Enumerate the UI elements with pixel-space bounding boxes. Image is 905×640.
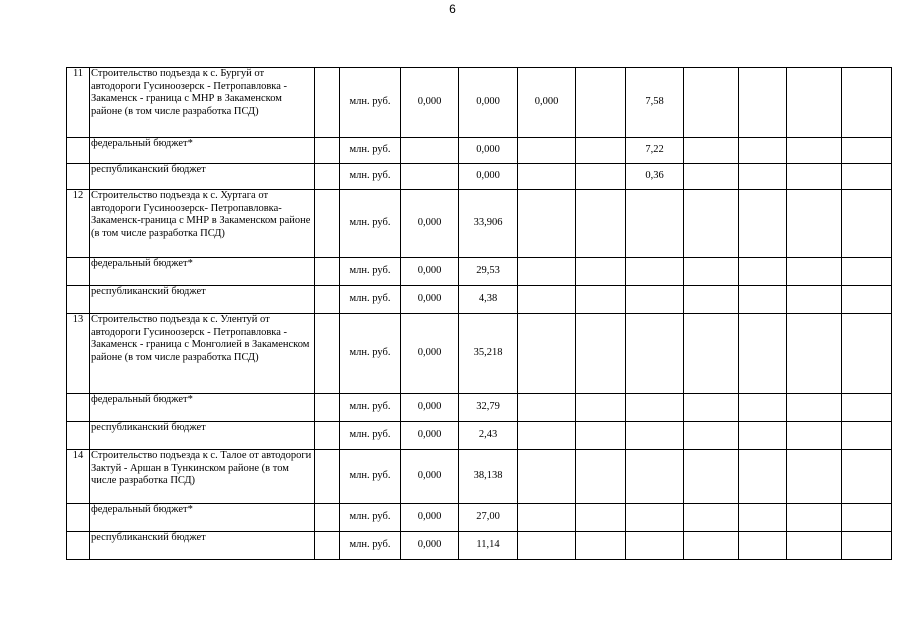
value-cell (626, 422, 684, 450)
blank-cell (842, 450, 892, 504)
value-cell (576, 504, 626, 532)
value-cell (401, 164, 459, 190)
value-cell (684, 422, 739, 450)
value-cell: 0,000 (459, 164, 518, 190)
value-cell: 0,000 (401, 190, 459, 258)
value-cell: 0,000 (401, 286, 459, 314)
blank-cell (315, 314, 340, 394)
value-cell (739, 286, 787, 314)
value-cell (684, 394, 739, 422)
value-cell (787, 450, 842, 504)
row-name: Строительство подъезда к с. Улентуй от автодороги Гусиноозерск - Петропавловка - Закаменск - граница с Монголией в Закаменском районе (в том числе разработка ПСД) (90, 314, 315, 394)
value-cell (518, 314, 576, 394)
value-cell (739, 450, 787, 504)
value-cell (626, 258, 684, 286)
value-cell (787, 258, 842, 286)
blank-cell (842, 138, 892, 164)
blank-cell (315, 422, 340, 450)
row-name: республиканский бюджет (90, 286, 315, 314)
value-cell (576, 532, 626, 560)
value-cell (518, 190, 576, 258)
row-name: Строительство подъезда к с. Талое от автодороги Зактуй - Аршан в Тункинском районе (в том числе разработка ПСД) (90, 450, 315, 504)
table-row (67, 422, 892, 450)
value-cell (787, 504, 842, 532)
value-cell: 35,218 (459, 314, 518, 394)
table-row (67, 68, 892, 138)
value-cell: 7,22 (626, 138, 684, 164)
row-number (67, 286, 90, 314)
blank-cell (315, 532, 340, 560)
blank-cell (842, 532, 892, 560)
table-row (67, 138, 892, 164)
value-cell (576, 190, 626, 258)
table-row (67, 532, 892, 560)
value-cell (787, 394, 842, 422)
value-cell (518, 258, 576, 286)
value-cell (518, 394, 576, 422)
value-cell: 4,38 (459, 286, 518, 314)
blank-cell (842, 394, 892, 422)
value-cell (787, 164, 842, 190)
value-cell: 29,53 (459, 258, 518, 286)
value-cell: 0,000 (518, 68, 576, 138)
value-cell (626, 314, 684, 394)
blank-cell (842, 190, 892, 258)
blank-cell (315, 190, 340, 258)
row-number (67, 422, 90, 450)
value-cell (518, 164, 576, 190)
blank-cell (842, 504, 892, 532)
unit-cell: млн. руб. (340, 138, 401, 164)
value-cell: 2,43 (459, 422, 518, 450)
blank-cell (315, 504, 340, 532)
row-name: федеральный бюджет* (90, 504, 315, 532)
row-name: республиканский бюджет (90, 532, 315, 560)
value-cell (787, 532, 842, 560)
value-cell (576, 450, 626, 504)
blank-cell (842, 164, 892, 190)
unit-cell: млн. руб. (340, 286, 401, 314)
row-name: федеральный бюджет* (90, 394, 315, 422)
blank-cell (315, 450, 340, 504)
value-cell (626, 286, 684, 314)
unit-cell: млн. руб. (340, 532, 401, 560)
value-cell (684, 504, 739, 532)
value-cell (576, 258, 626, 286)
value-cell (518, 286, 576, 314)
value-cell: 0,000 (401, 314, 459, 394)
unit-cell: млн. руб. (340, 422, 401, 450)
value-cell (518, 532, 576, 560)
unit-cell: млн. руб. (340, 504, 401, 532)
value-cell (787, 314, 842, 394)
unit-cell: млн. руб. (340, 258, 401, 286)
blank-cell (315, 164, 340, 190)
blank-cell (315, 138, 340, 164)
blank-cell (842, 422, 892, 450)
value-cell (576, 286, 626, 314)
value-cell (739, 394, 787, 422)
value-cell (739, 190, 787, 258)
value-cell (684, 190, 739, 258)
row-number (67, 394, 90, 422)
table-row (67, 314, 892, 394)
table-row (67, 450, 892, 504)
unit-cell: млн. руб. (340, 394, 401, 422)
value-cell (787, 138, 842, 164)
value-cell: 33,906 (459, 190, 518, 258)
blank-cell (842, 286, 892, 314)
row-number: 11 (67, 68, 90, 138)
unit-cell: млн. руб. (340, 314, 401, 394)
row-number: 12 (67, 190, 90, 258)
row-number (67, 164, 90, 190)
value-cell (739, 138, 787, 164)
value-cell (739, 164, 787, 190)
blank-cell (842, 258, 892, 286)
value-cell: 27,00 (459, 504, 518, 532)
value-cell (684, 138, 739, 164)
value-cell (576, 68, 626, 138)
value-cell (626, 190, 684, 258)
blank-cell (315, 258, 340, 286)
value-cell (684, 258, 739, 286)
table-row (67, 286, 892, 314)
value-cell (626, 394, 684, 422)
value-cell (684, 450, 739, 504)
unit-cell: млн. руб. (340, 68, 401, 138)
value-cell (576, 138, 626, 164)
value-cell: 0,000 (401, 422, 459, 450)
value-cell (684, 68, 739, 138)
value-cell (518, 138, 576, 164)
value-cell (576, 314, 626, 394)
row-number: 14 (67, 450, 90, 504)
value-cell (576, 394, 626, 422)
table-body (67, 68, 892, 560)
value-cell: 32,79 (459, 394, 518, 422)
row-number (67, 532, 90, 560)
value-cell (684, 532, 739, 560)
table-row (67, 190, 892, 258)
unit-cell: млн. руб. (340, 164, 401, 190)
row-name: республиканский бюджет (90, 422, 315, 450)
value-cell (518, 450, 576, 504)
value-cell: 0,000 (401, 532, 459, 560)
blank-cell (315, 286, 340, 314)
table-row (67, 504, 892, 532)
value-cell (739, 258, 787, 286)
value-cell (684, 286, 739, 314)
value-cell (401, 138, 459, 164)
value-cell (739, 314, 787, 394)
value-cell: 0,000 (401, 258, 459, 286)
row-name: федеральный бюджет* (90, 258, 315, 286)
value-cell (626, 504, 684, 532)
value-cell: 7,58 (626, 68, 684, 138)
value-cell: 0,36 (626, 164, 684, 190)
value-cell (787, 190, 842, 258)
value-cell: 0,000 (401, 68, 459, 138)
unit-cell: млн. руб. (340, 190, 401, 258)
value-cell: 0,000 (459, 138, 518, 164)
value-cell: 38,138 (459, 450, 518, 504)
table-row (67, 164, 892, 190)
value-cell: 0,000 (401, 450, 459, 504)
value-cell (626, 532, 684, 560)
value-cell: 0,000 (401, 394, 459, 422)
value-cell (787, 68, 842, 138)
value-cell (684, 314, 739, 394)
value-cell (576, 422, 626, 450)
value-cell (739, 532, 787, 560)
value-cell (626, 450, 684, 504)
value-cell (518, 504, 576, 532)
value-cell (739, 422, 787, 450)
value-cell: 0,000 (401, 504, 459, 532)
row-number (67, 504, 90, 532)
value-cell: 0,000 (459, 68, 518, 138)
value-cell (684, 164, 739, 190)
row-name: федеральный бюджет* (90, 138, 315, 164)
budget-table (66, 67, 892, 560)
unit-cell: млн. руб. (340, 450, 401, 504)
value-cell (739, 68, 787, 138)
blank-cell (842, 314, 892, 394)
page-number: 6 (449, 2, 456, 16)
value-cell (787, 422, 842, 450)
blank-cell (315, 394, 340, 422)
row-number: 13 (67, 314, 90, 394)
blank-cell (315, 68, 340, 138)
table-row (67, 394, 892, 422)
value-cell (787, 286, 842, 314)
row-name: Строительство подъезда к с. Бургуй от автодороги Гусиноозерск - Петропавловка - Закаменск - граница с МНР в Закаменском районе (в том числе разработка ПСД) (90, 68, 315, 138)
row-name: республиканский бюджет (90, 164, 315, 190)
blank-cell (842, 68, 892, 138)
value-cell (576, 164, 626, 190)
row-number (67, 138, 90, 164)
value-cell (518, 422, 576, 450)
value-cell: 11,14 (459, 532, 518, 560)
table-row (67, 258, 892, 286)
row-number (67, 258, 90, 286)
row-name: Строительство подъезда к с. Хуртага от автодороги Гусиноозерск- Петропавловка-Закаменск-граница с МНР в Закаменском районе (в том числе разработка ПСД) (90, 190, 315, 258)
value-cell (739, 504, 787, 532)
